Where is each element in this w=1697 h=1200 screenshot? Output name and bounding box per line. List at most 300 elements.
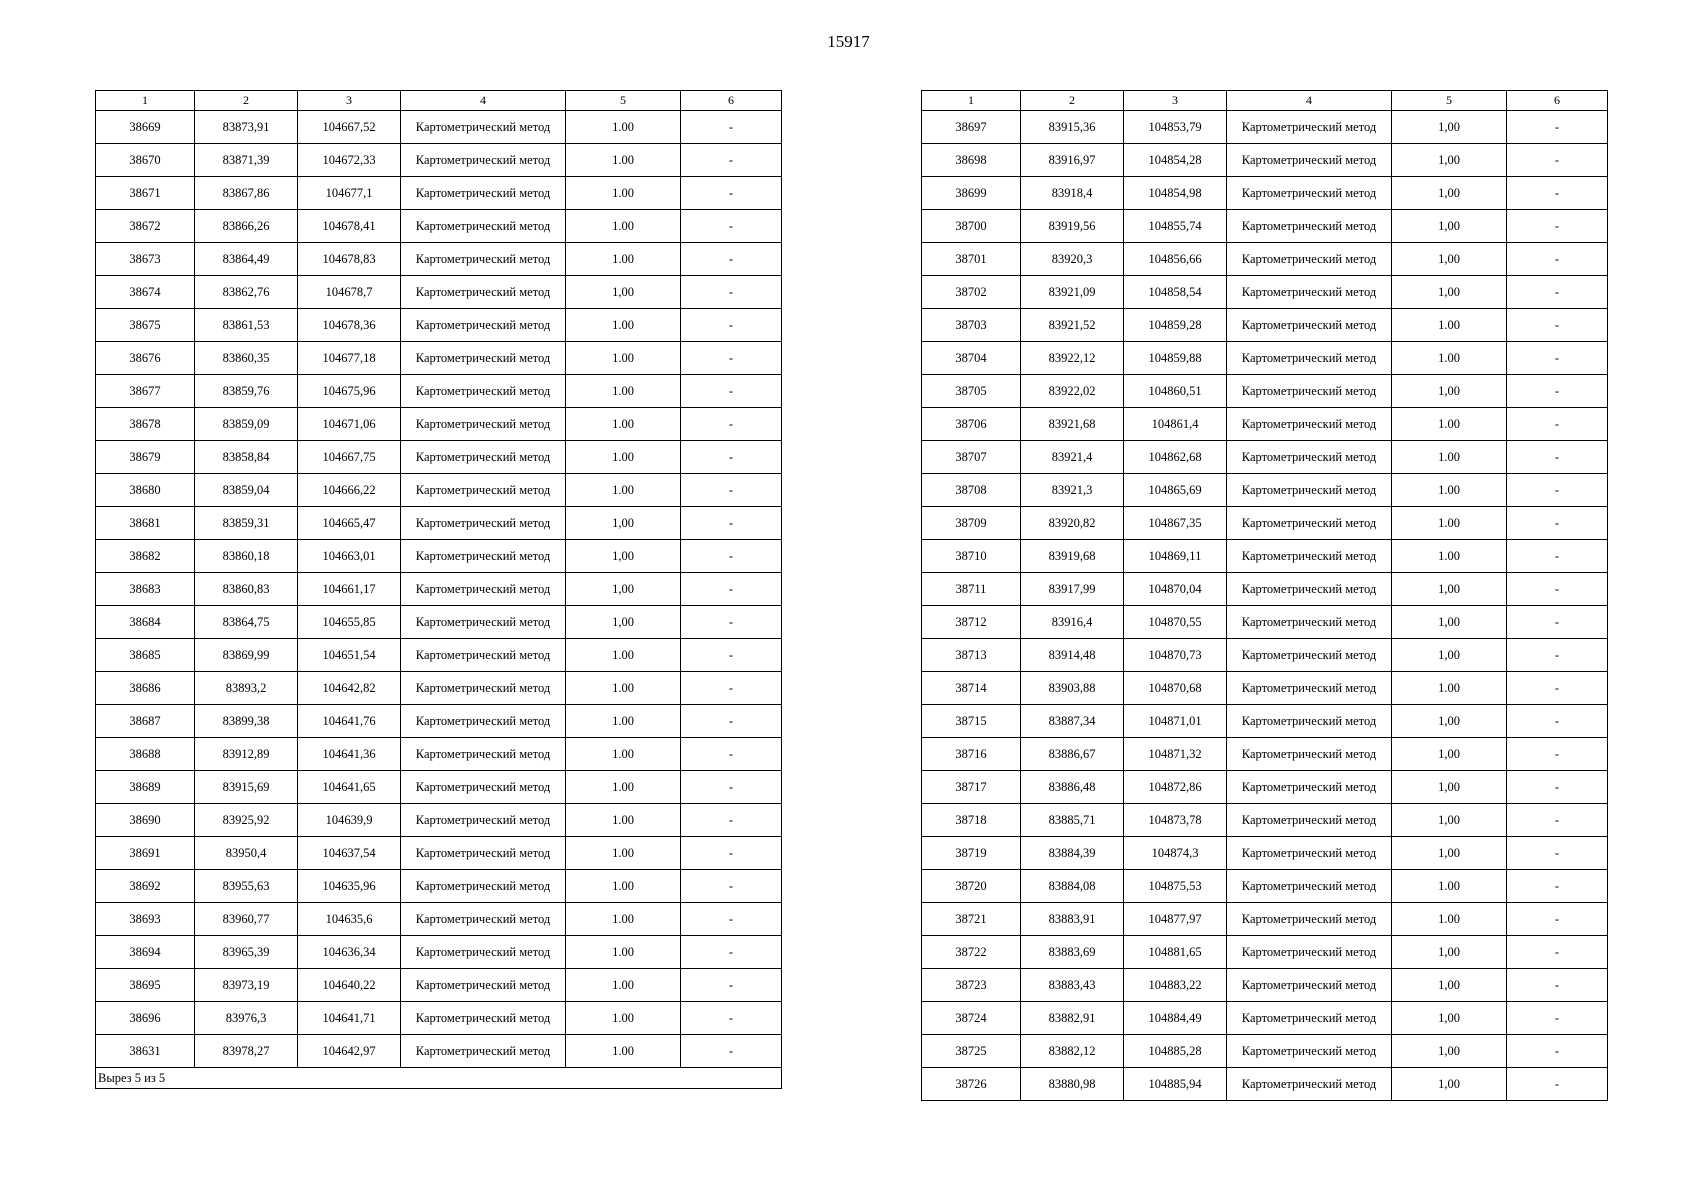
description-cell: -: [1507, 540, 1608, 573]
accuracy-cell: 1.00: [566, 441, 681, 474]
x-coordinate-cell: 83864,75: [195, 606, 298, 639]
description-cell: -: [681, 309, 782, 342]
y-coordinate-cell: 104677,18: [298, 342, 401, 375]
column-header: 6: [681, 91, 782, 111]
point-number-cell: 38685: [96, 639, 195, 672]
table-row: [96, 408, 782, 441]
y-coordinate-cell: 104672,33: [298, 144, 401, 177]
accuracy-cell: 1.00: [1392, 870, 1507, 903]
description-cell: -: [1507, 177, 1608, 210]
description-cell: -: [1507, 804, 1608, 837]
method-cell: Картометрический метод: [401, 276, 566, 309]
table-row: [922, 870, 1608, 903]
method-cell: Картометрический метод: [401, 837, 566, 870]
point-number-cell: 38702: [922, 276, 1021, 309]
point-number-cell: 38720: [922, 870, 1021, 903]
table-row: [922, 771, 1608, 804]
y-coordinate-cell: 104870,55: [1124, 606, 1227, 639]
point-number-cell: 38695: [96, 969, 195, 1002]
accuracy-cell: 1,00: [1392, 144, 1507, 177]
table-row: [922, 276, 1608, 309]
x-coordinate-cell: 83859,31: [195, 507, 298, 540]
table-row: [96, 771, 782, 804]
method-cell: Картометрический метод: [401, 738, 566, 771]
method-cell: Картометрический метод: [1227, 309, 1392, 342]
x-coordinate-cell: 83950,4: [195, 837, 298, 870]
accuracy-cell: 1.00: [1392, 441, 1507, 474]
y-coordinate-cell: 104642,97: [298, 1035, 401, 1068]
x-coordinate-cell: 83893,2: [195, 672, 298, 705]
y-coordinate-cell: 104641,71: [298, 1002, 401, 1035]
method-cell: Картометрический метод: [401, 210, 566, 243]
accuracy-cell: 1.00: [1392, 342, 1507, 375]
x-coordinate-cell: 83921,3: [1021, 474, 1124, 507]
accuracy-cell: 1,00: [1392, 111, 1507, 144]
description-cell: -: [681, 177, 782, 210]
x-coordinate-cell: 83886,48: [1021, 771, 1124, 804]
x-coordinate-cell: 83916,97: [1021, 144, 1124, 177]
method-cell: Картометрический метод: [401, 672, 566, 705]
description-cell: -: [681, 573, 782, 606]
table-row: [96, 1035, 782, 1068]
y-coordinate-cell: 104872,86: [1124, 771, 1227, 804]
x-coordinate-cell: 83883,69: [1021, 936, 1124, 969]
table-row: [96, 210, 782, 243]
table-row: [922, 705, 1608, 738]
x-coordinate-cell: 83860,83: [195, 573, 298, 606]
x-coordinate-cell: 83915,36: [1021, 111, 1124, 144]
accuracy-cell: 1.00: [1392, 474, 1507, 507]
table-row: [922, 804, 1608, 837]
table-row: [96, 309, 782, 342]
method-cell: Картометрический метод: [401, 969, 566, 1002]
table-row: [96, 969, 782, 1002]
accuracy-cell: 1.00: [566, 903, 681, 936]
table-row: [96, 837, 782, 870]
description-cell: -: [681, 210, 782, 243]
method-cell: Картометрический метод: [401, 639, 566, 672]
description-cell: -: [1507, 408, 1608, 441]
x-coordinate-cell: 83882,91: [1021, 1002, 1124, 1035]
description-cell: -: [1507, 672, 1608, 705]
point-number-cell: 38708: [922, 474, 1021, 507]
method-cell: Картометрический метод: [1227, 837, 1392, 870]
table-row: [922, 342, 1608, 375]
point-number-cell: 38711: [922, 573, 1021, 606]
table-row: [96, 177, 782, 210]
x-coordinate-cell: 83858,84: [195, 441, 298, 474]
point-number-cell: 38714: [922, 672, 1021, 705]
description-cell: -: [681, 903, 782, 936]
description-cell: -: [681, 1035, 782, 1068]
point-number-cell: 38679: [96, 441, 195, 474]
table-row: [922, 837, 1608, 870]
accuracy-cell: 1,00: [1392, 738, 1507, 771]
x-coordinate-cell: 83861,53: [195, 309, 298, 342]
table-row: [96, 375, 782, 408]
accuracy-cell: 1.00: [566, 243, 681, 276]
method-cell: Картометрический метод: [1227, 540, 1392, 573]
method-cell: Картометрический метод: [1227, 441, 1392, 474]
x-coordinate-cell: 83915,69: [195, 771, 298, 804]
y-coordinate-cell: 104635,96: [298, 870, 401, 903]
x-coordinate-cell: 83860,35: [195, 342, 298, 375]
method-cell: Картометрический метод: [1227, 243, 1392, 276]
point-number-cell: 38672: [96, 210, 195, 243]
x-coordinate-cell: 83955,63: [195, 870, 298, 903]
method-cell: Картометрический метод: [401, 342, 566, 375]
x-coordinate-cell: 83880,98: [1021, 1068, 1124, 1101]
point-number-cell: 38676: [96, 342, 195, 375]
point-number-cell: 38719: [922, 837, 1021, 870]
table-row: [96, 276, 782, 309]
method-cell: Картометрический метод: [1227, 375, 1392, 408]
x-coordinate-cell: 83914,48: [1021, 639, 1124, 672]
description-cell: -: [681, 1002, 782, 1035]
y-coordinate-cell: 104667,52: [298, 111, 401, 144]
coordinates-table-left: [95, 90, 782, 1089]
point-number-cell: 38671: [96, 177, 195, 210]
method-cell: Картометрический метод: [1227, 936, 1392, 969]
description-cell: -: [1507, 507, 1608, 540]
x-coordinate-cell: 83860,18: [195, 540, 298, 573]
accuracy-cell: 1,00: [1392, 771, 1507, 804]
point-number-cell: 38696: [96, 1002, 195, 1035]
table-row: [922, 210, 1608, 243]
accuracy-cell: 1,00: [1392, 639, 1507, 672]
table-row: [922, 573, 1608, 606]
description-cell: -: [681, 342, 782, 375]
table-row: [922, 606, 1608, 639]
column-header: 5: [566, 91, 681, 111]
accuracy-cell: 1,00: [1392, 1002, 1507, 1035]
y-coordinate-cell: 104854,98: [1124, 177, 1227, 210]
description-cell: -: [1507, 903, 1608, 936]
y-coordinate-cell: 104870,04: [1124, 573, 1227, 606]
column-header: 4: [1227, 91, 1392, 111]
accuracy-cell: 1.00: [1392, 672, 1507, 705]
accuracy-cell: 1,00: [1392, 837, 1507, 870]
point-number-cell: 38716: [922, 738, 1021, 771]
method-cell: Картометрический метод: [401, 705, 566, 738]
description-cell: -: [681, 375, 782, 408]
point-number-cell: 38691: [96, 837, 195, 870]
point-number-cell: 38721: [922, 903, 1021, 936]
table-row: [922, 540, 1608, 573]
header-row: [96, 91, 782, 111]
accuracy-cell: 1.00: [566, 804, 681, 837]
x-coordinate-cell: 83859,09: [195, 408, 298, 441]
description-cell: -: [681, 507, 782, 540]
table-row: [96, 804, 782, 837]
method-cell: Картометрический метод: [401, 111, 566, 144]
description-cell: -: [681, 243, 782, 276]
point-number-cell: 38722: [922, 936, 1021, 969]
x-coordinate-cell: 83917,99: [1021, 573, 1124, 606]
y-coordinate-cell: 104666,22: [298, 474, 401, 507]
description-cell: -: [681, 276, 782, 309]
description-cell: -: [1507, 111, 1608, 144]
description-cell: -: [681, 540, 782, 573]
description-cell: -: [681, 441, 782, 474]
point-number-cell: 38698: [922, 144, 1021, 177]
accuracy-cell: 1.00: [566, 375, 681, 408]
point-number-cell: 38683: [96, 573, 195, 606]
table-row: [96, 573, 782, 606]
point-number-cell: 38717: [922, 771, 1021, 804]
x-coordinate-cell: 83960,77: [195, 903, 298, 936]
accuracy-cell: 1,00: [1392, 606, 1507, 639]
method-cell: Картометрический метод: [1227, 144, 1392, 177]
method-cell: Картометрический метод: [401, 441, 566, 474]
method-cell: Картометрический метод: [1227, 969, 1392, 1002]
y-coordinate-cell: 104677,1: [298, 177, 401, 210]
y-coordinate-cell: 104873,78: [1124, 804, 1227, 837]
table-row: [96, 639, 782, 672]
description-cell: -: [1507, 936, 1608, 969]
x-coordinate-cell: 83859,04: [195, 474, 298, 507]
y-coordinate-cell: 104856,66: [1124, 243, 1227, 276]
table-row: [922, 474, 1608, 507]
y-coordinate-cell: 104675,96: [298, 375, 401, 408]
accuracy-cell: 1.00: [566, 936, 681, 969]
point-number-cell: 38724: [922, 1002, 1021, 1035]
x-coordinate-cell: 83976,3: [195, 1002, 298, 1035]
description-cell: -: [1507, 1068, 1608, 1101]
accuracy-cell: 1,00: [1392, 1068, 1507, 1101]
method-cell: Картометрический метод: [1227, 606, 1392, 639]
point-number-cell: 38678: [96, 408, 195, 441]
method-cell: Картометрический метод: [1227, 474, 1392, 507]
x-coordinate-cell: 83871,39: [195, 144, 298, 177]
accuracy-cell: 1,00: [1392, 276, 1507, 309]
description-cell: -: [1507, 837, 1608, 870]
table-row: [922, 309, 1608, 342]
x-coordinate-cell: 83884,08: [1021, 870, 1124, 903]
y-coordinate-cell: 104884,49: [1124, 1002, 1227, 1035]
x-coordinate-cell: 83921,4: [1021, 441, 1124, 474]
method-cell: Картометрический метод: [1227, 771, 1392, 804]
description-cell: -: [681, 837, 782, 870]
description-cell: -: [681, 969, 782, 1002]
table-row: [96, 507, 782, 540]
x-coordinate-cell: 83883,43: [1021, 969, 1124, 1002]
table-row: [96, 111, 782, 144]
header-row: [922, 91, 1608, 111]
y-coordinate-cell: 104862,68: [1124, 441, 1227, 474]
accuracy-cell: 1.00: [1392, 507, 1507, 540]
y-coordinate-cell: 104869,11: [1124, 540, 1227, 573]
table-row: [922, 738, 1608, 771]
table-row: [96, 936, 782, 969]
table-row: [922, 243, 1608, 276]
description-cell: -: [681, 870, 782, 903]
accuracy-cell: 1.00: [1392, 309, 1507, 342]
point-number-cell: 38700: [922, 210, 1021, 243]
accuracy-cell: 1,00: [1392, 705, 1507, 738]
accuracy-cell: 1.00: [566, 408, 681, 441]
point-number-cell: 38690: [96, 804, 195, 837]
y-coordinate-cell: 104861,4: [1124, 408, 1227, 441]
table-row: [922, 375, 1608, 408]
description-cell: -: [1507, 705, 1608, 738]
point-number-cell: 38710: [922, 540, 1021, 573]
point-number-cell: 38694: [96, 936, 195, 969]
x-coordinate-cell: 83882,12: [1021, 1035, 1124, 1068]
column-header: 2: [195, 91, 298, 111]
description-cell: -: [681, 408, 782, 441]
point-number-cell: 38701: [922, 243, 1021, 276]
x-coordinate-cell: 83922,12: [1021, 342, 1124, 375]
description-cell: -: [681, 705, 782, 738]
description-cell: -: [681, 606, 782, 639]
accuracy-cell: 1.00: [566, 309, 681, 342]
column-header: 3: [1124, 91, 1227, 111]
method-cell: Картометрический метод: [1227, 210, 1392, 243]
point-number-cell: 38726: [922, 1068, 1021, 1101]
description-cell: -: [1507, 969, 1608, 1002]
y-coordinate-cell: 104636,34: [298, 936, 401, 969]
table-row: [96, 606, 782, 639]
x-coordinate-cell: 83921,09: [1021, 276, 1124, 309]
y-coordinate-cell: 104870,73: [1124, 639, 1227, 672]
accuracy-cell: 1.00: [566, 639, 681, 672]
method-cell: Картометрический метод: [401, 771, 566, 804]
table-row: [922, 441, 1608, 474]
point-number-cell: 38707: [922, 441, 1021, 474]
point-number-cell: 38723: [922, 969, 1021, 1002]
accuracy-cell: 1,00: [1392, 177, 1507, 210]
point-number-cell: 38697: [922, 111, 1021, 144]
description-cell: -: [681, 144, 782, 177]
x-coordinate-cell: 83912,89: [195, 738, 298, 771]
x-coordinate-cell: 83925,92: [195, 804, 298, 837]
description-cell: -: [1507, 573, 1608, 606]
x-coordinate-cell: 83864,49: [195, 243, 298, 276]
description-cell: -: [1507, 276, 1608, 309]
table-row: [922, 903, 1608, 936]
y-coordinate-cell: 104651,54: [298, 639, 401, 672]
accuracy-cell: 1,00: [566, 507, 681, 540]
accuracy-cell: 1.00: [566, 1035, 681, 1068]
method-cell: Картометрический метод: [1227, 1002, 1392, 1035]
y-coordinate-cell: 104678,41: [298, 210, 401, 243]
method-cell: Картометрический метод: [1227, 408, 1392, 441]
point-number-cell: 38712: [922, 606, 1021, 639]
description-cell: -: [1507, 1002, 1608, 1035]
y-coordinate-cell: 104881,65: [1124, 936, 1227, 969]
point-number-cell: 38705: [922, 375, 1021, 408]
method-cell: Картометрический метод: [1227, 342, 1392, 375]
point-number-cell: 38670: [96, 144, 195, 177]
method-cell: Картометрический метод: [1227, 804, 1392, 837]
x-coordinate-cell: 83884,39: [1021, 837, 1124, 870]
column-header: 1: [96, 91, 195, 111]
y-coordinate-cell: 104883,22: [1124, 969, 1227, 1002]
x-coordinate-cell: 83866,26: [195, 210, 298, 243]
point-number-cell: 38687: [96, 705, 195, 738]
point-number-cell: 38699: [922, 177, 1021, 210]
x-coordinate-cell: 83887,34: [1021, 705, 1124, 738]
description-cell: -: [1507, 144, 1608, 177]
cutout-note: Вырез 5 из 5: [96, 1068, 782, 1089]
point-number-cell: 38693: [96, 903, 195, 936]
y-coordinate-cell: 104661,17: [298, 573, 401, 606]
description-cell: -: [1507, 210, 1608, 243]
method-cell: Картометрический метод: [1227, 672, 1392, 705]
method-cell: Картометрический метод: [1227, 738, 1392, 771]
y-coordinate-cell: 104858,54: [1124, 276, 1227, 309]
table-row: [922, 177, 1608, 210]
accuracy-cell: 1.00: [566, 738, 681, 771]
accuracy-cell: 1.00: [1392, 540, 1507, 573]
accuracy-cell: 1.00: [566, 870, 681, 903]
table-row: [96, 540, 782, 573]
y-coordinate-cell: 104875,53: [1124, 870, 1227, 903]
table-row: [922, 969, 1608, 1002]
y-coordinate-cell: 104853,79: [1124, 111, 1227, 144]
column-header: 1: [922, 91, 1021, 111]
point-number-cell: 38706: [922, 408, 1021, 441]
method-cell: Картометрический метод: [401, 870, 566, 903]
table-row: [922, 144, 1608, 177]
point-number-cell: 38725: [922, 1035, 1021, 1068]
x-coordinate-cell: 83919,68: [1021, 540, 1124, 573]
y-coordinate-cell: 104655,85: [298, 606, 401, 639]
description-cell: -: [681, 771, 782, 804]
y-coordinate-cell: 104855,74: [1124, 210, 1227, 243]
table-row: [96, 1002, 782, 1035]
y-coordinate-cell: 104665,47: [298, 507, 401, 540]
table-row: [922, 507, 1608, 540]
y-coordinate-cell: 104871,32: [1124, 738, 1227, 771]
y-coordinate-cell: 104667,75: [298, 441, 401, 474]
x-coordinate-cell: 83859,76: [195, 375, 298, 408]
method-cell: Картометрический метод: [1227, 177, 1392, 210]
description-cell: -: [681, 804, 782, 837]
table-row: [922, 408, 1608, 441]
description-cell: -: [1507, 342, 1608, 375]
point-number-cell: 38689: [96, 771, 195, 804]
description-cell: -: [1507, 1035, 1608, 1068]
method-cell: Картометрический метод: [1227, 705, 1392, 738]
method-cell: Картометрический метод: [1227, 276, 1392, 309]
accuracy-cell: 1,00: [1392, 375, 1507, 408]
description-cell: -: [681, 639, 782, 672]
description-cell: -: [681, 111, 782, 144]
point-number-cell: 38680: [96, 474, 195, 507]
column-header: 3: [298, 91, 401, 111]
point-number-cell: 38673: [96, 243, 195, 276]
accuracy-cell: 1,00: [1392, 1035, 1507, 1068]
method-cell: Картометрический метод: [401, 606, 566, 639]
table-row: [922, 1068, 1608, 1101]
y-coordinate-cell: 104885,28: [1124, 1035, 1227, 1068]
point-number-cell: 38692: [96, 870, 195, 903]
accuracy-cell: 1,00: [1392, 969, 1507, 1002]
accuracy-cell: 1.00: [566, 111, 681, 144]
point-number-cell: 38709: [922, 507, 1021, 540]
y-coordinate-cell: 104867,35: [1124, 507, 1227, 540]
table-row: [96, 870, 782, 903]
x-coordinate-cell: 83869,99: [195, 639, 298, 672]
point-number-cell: 38684: [96, 606, 195, 639]
x-coordinate-cell: 83862,76: [195, 276, 298, 309]
table-row: [922, 936, 1608, 969]
y-coordinate-cell: 104871,01: [1124, 705, 1227, 738]
x-coordinate-cell: 83921,52: [1021, 309, 1124, 342]
method-cell: Картометрический метод: [401, 144, 566, 177]
